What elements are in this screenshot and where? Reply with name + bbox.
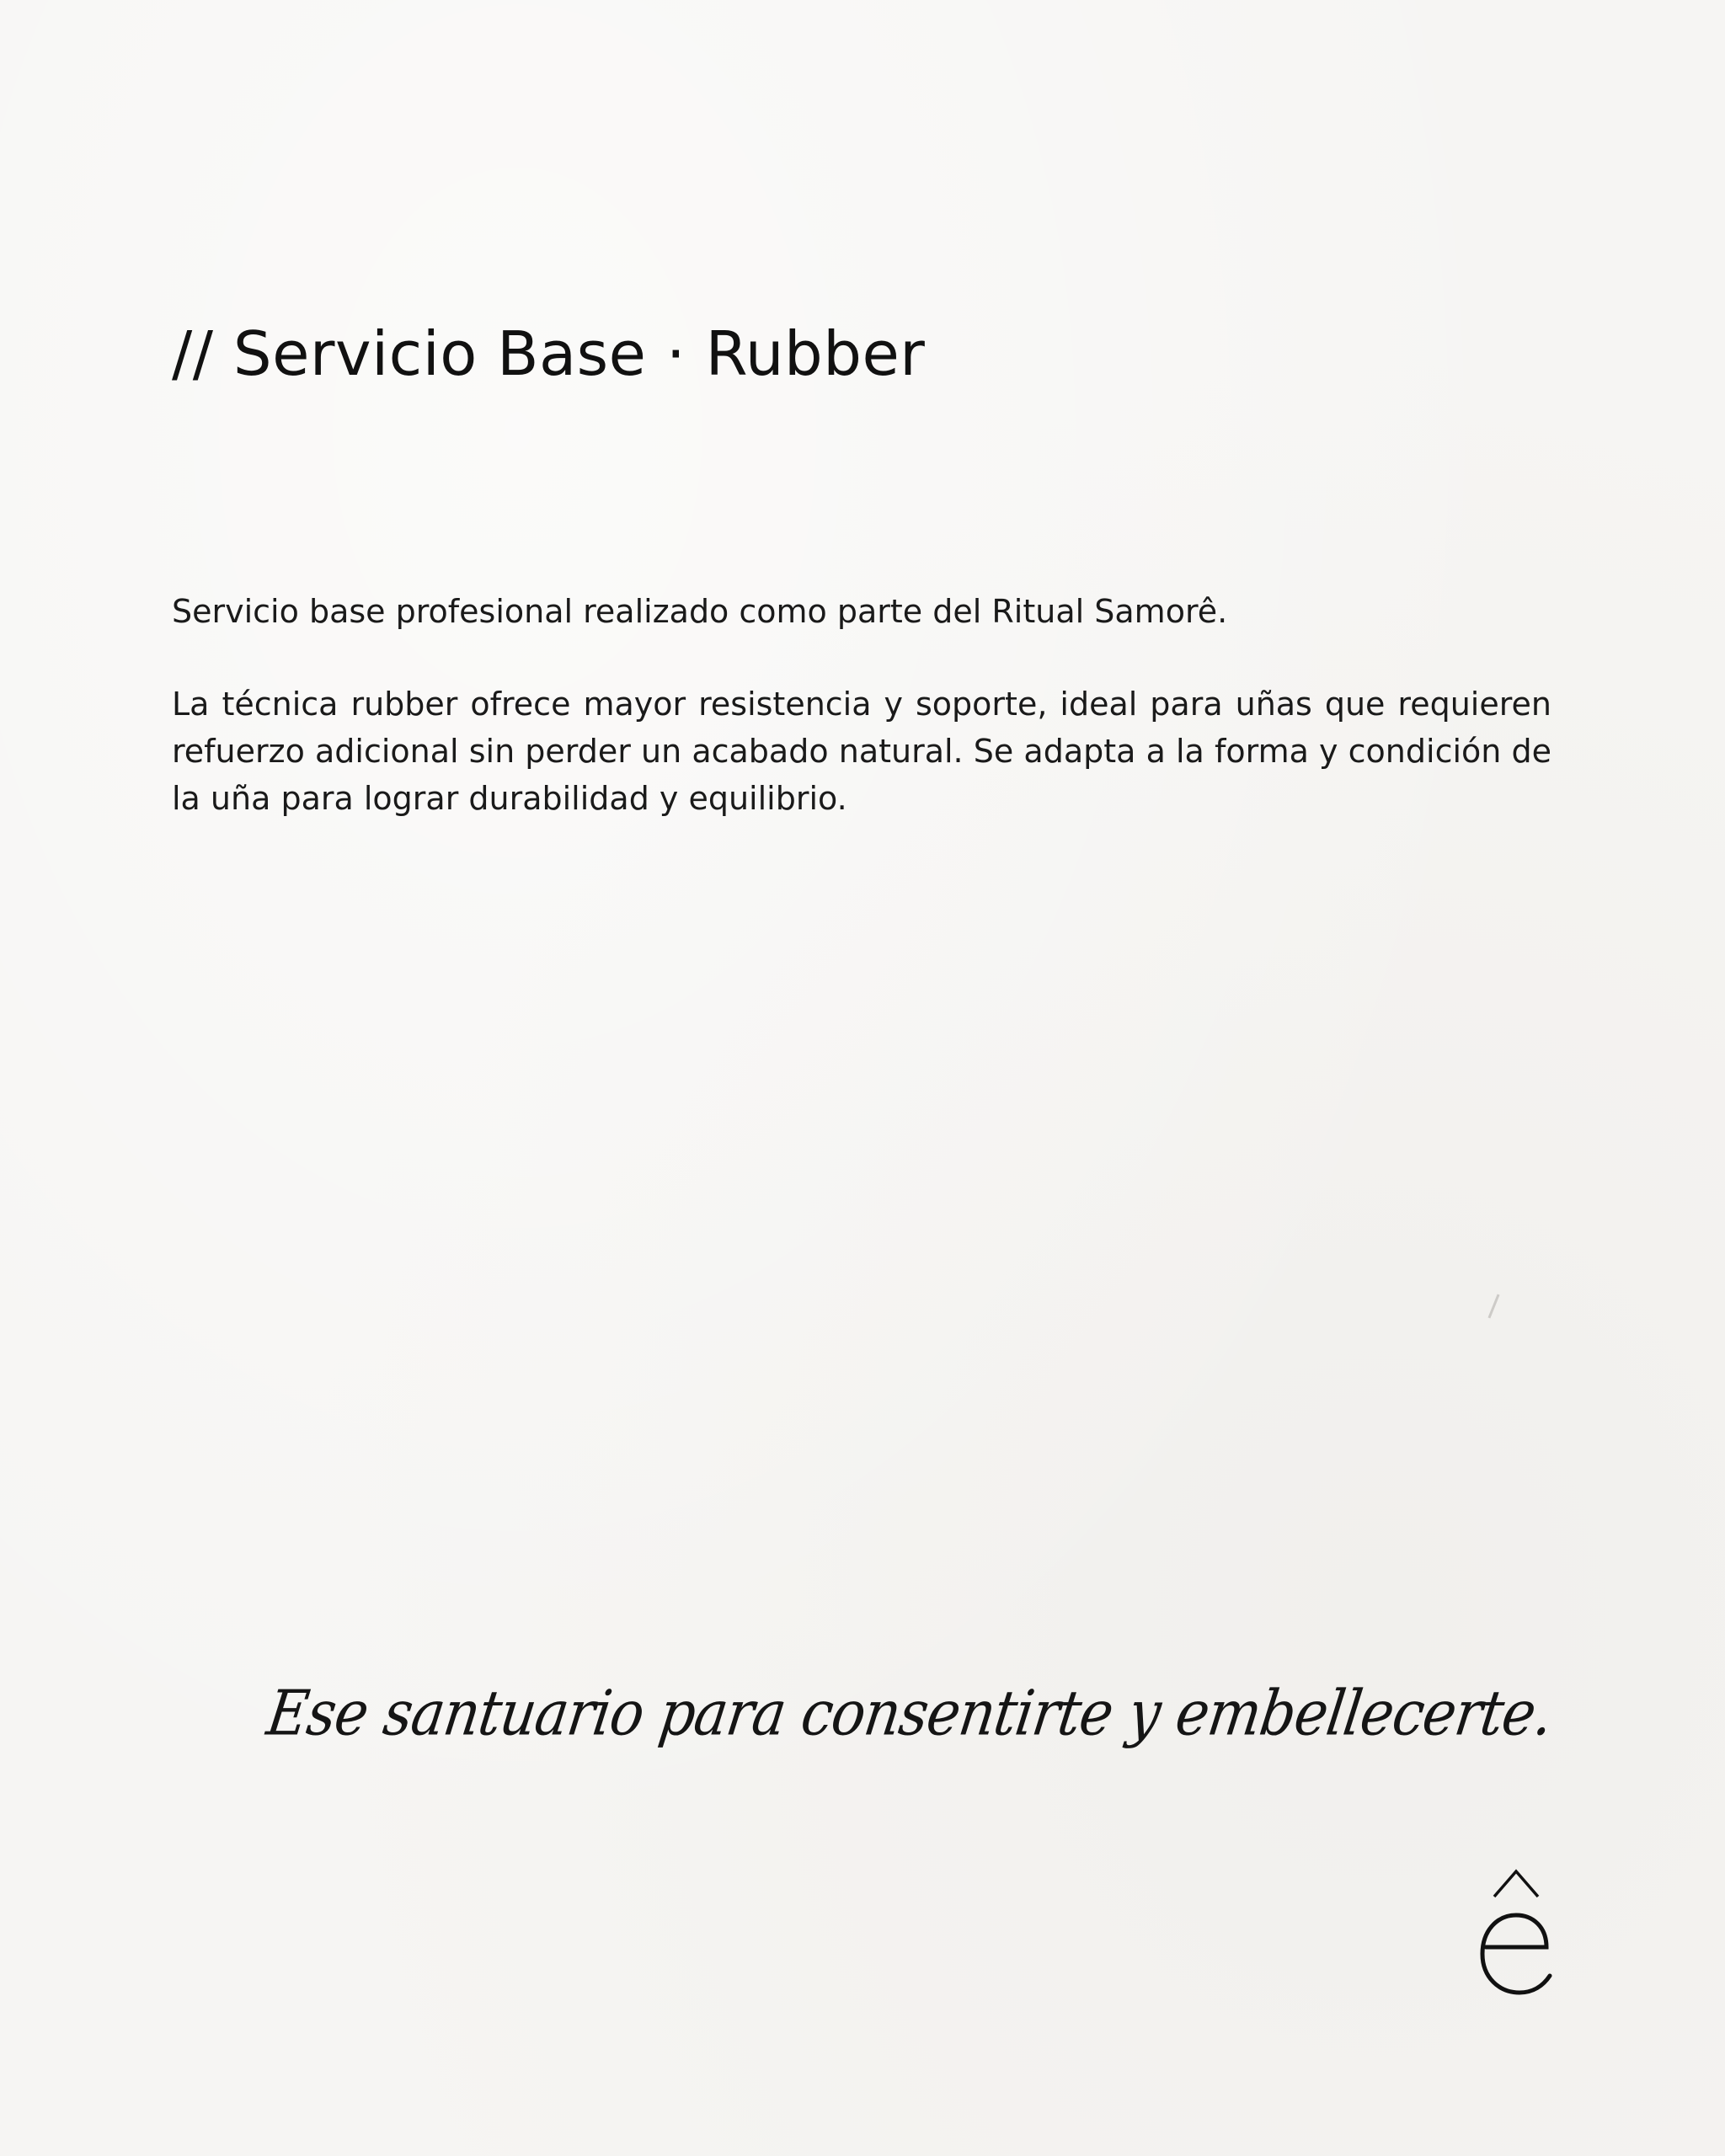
brand-logo-icon — [1476, 1863, 1557, 1998]
page-title: // Servicio Base · Rubber — [172, 318, 926, 389]
description-paragraph: La técnica rubber ofrece mayor resistencia y soporte, ideal para uñas que requieren refuerzo adicional sin perder un acabado natural. Se adapta a la forma y condición de la uña para lograr durabilidad y equilibrio. — [172, 686, 1551, 817]
paper-speck — [1487, 1294, 1499, 1319]
intro-paragraph: Servicio base profesional realizado como parte del Ritual Samorê. — [172, 593, 1228, 630]
tagline: Ese santuario para consentirte y embellecerte. — [262, 1677, 1557, 1750]
